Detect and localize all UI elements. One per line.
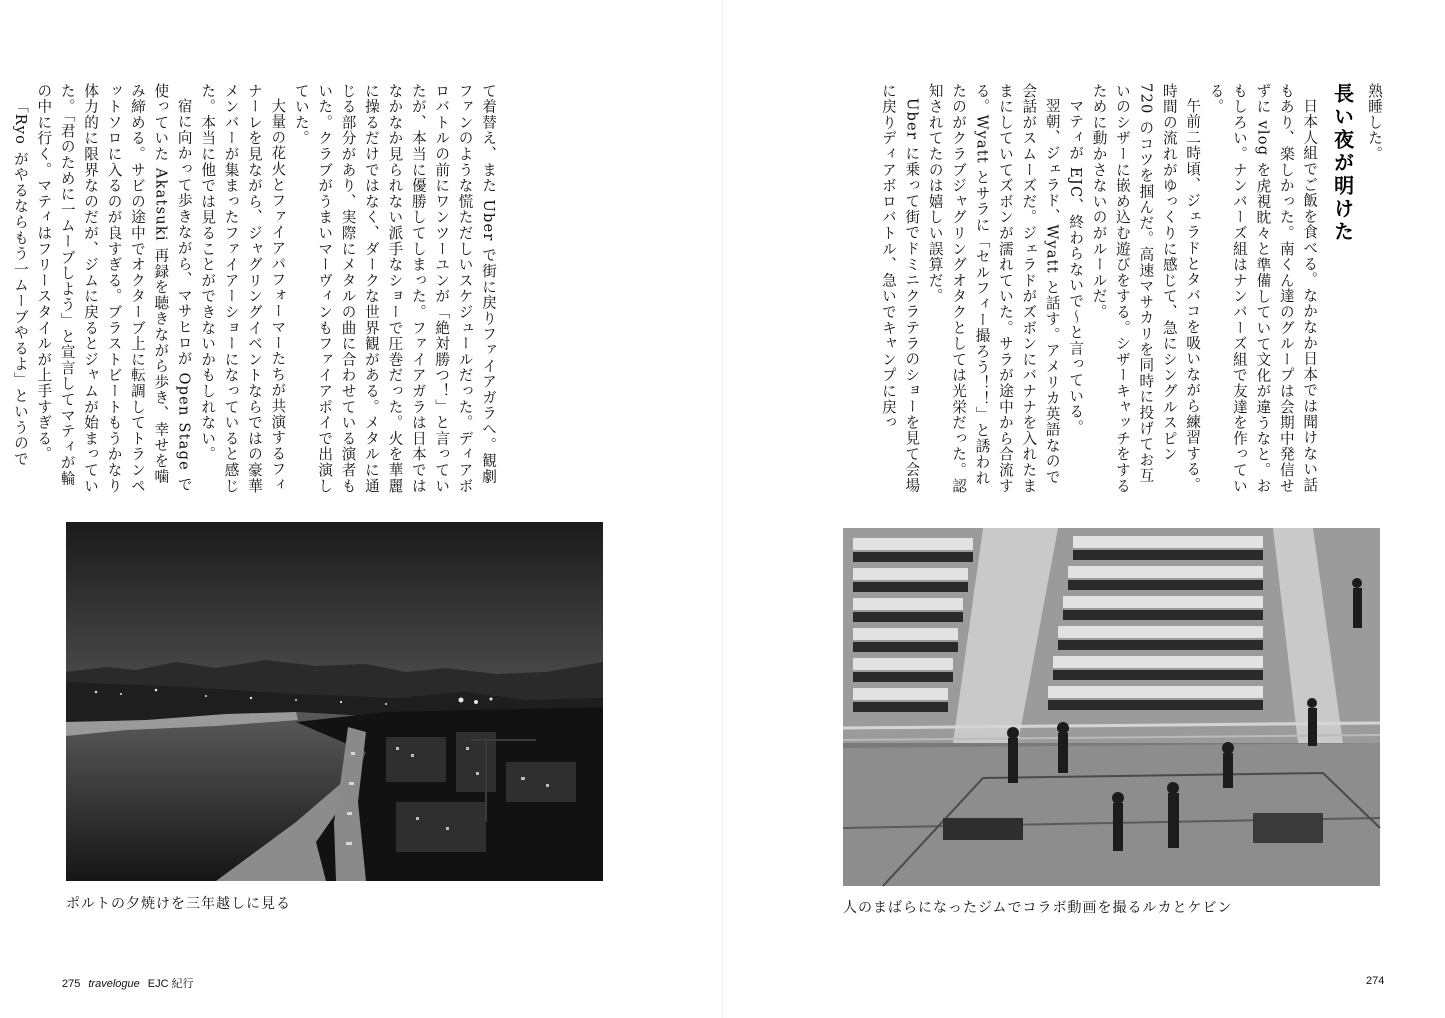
section-heading: 長い夜が明けた	[1330, 83, 1355, 244]
left-paragraph-3: 宿に向かって歩きながら、マサヒロが Open Stage で使っていた Akatsuki 再録を聴きながら歩き、幸せを噛み締める。サビの途中でオクターブ上に転調してトランペットソロに入るのが良すぎる。ブラストビートもうかなり体力的に限界なのだが、ジムに戻るとジャムが始まっていた。「君のために一ムーブしよう」と宣言してマティが輪の中に行く。マティはフリースタイルが上手すぎる。	[35, 83, 193, 494]
right-paragraph-1: 日本人組でご飯を食べる。なかなか日本では聞けない話もあり、楽しかった。南くん達のグループは会期中発信せずに vlog を虎視眈々と準備していて文化が違うなと。おもしろい。ナンバーズ組はナンバーズ組で友達を作っている。	[1207, 83, 1319, 494]
gutter-divider	[722, 0, 723, 1018]
right-paragraph-4: 翌朝、ジェラド、Wyatt と話す。アメリカ英語なので会話がスムーズだ。ジェラドがズボンにバナナを入れたままにしていてズボンが濡れていた。サラが途中から合流する。Wyatt とサラに「セルフィー撮ろう！！」と誘われたのがクラブジャグリングオタクとしては光栄だった。認知されてたのは嬉しい誤算だ。	[926, 83, 1061, 494]
left-photo-caption: ポルトの夕焼けを三年越しに見る	[66, 896, 291, 912]
right-paragraph-3: マティが EJC、終わらないで〜と言っている。	[1067, 97, 1085, 435]
left-page-number: 275	[62, 978, 81, 990]
right-paragraph-5: Uber に乗って街でドミニクラテラのショーを見て会場に戻りディアボロバトル、急いでキャンプに戻っ	[879, 83, 921, 494]
right-lead-paragraph: 熟睡した。	[1366, 83, 1383, 162]
photo-porto-dusk	[66, 522, 603, 881]
left-paragraph-2: 大量の花火とファイアパフォーマーたちが共演するフィナーレを見ながら、ジャグリングイベントならではの豪華メンバーが集まったファイアーショーになっていると感じた。本当に他では見ることができないかもしれない。	[199, 83, 287, 494]
porto-dusk-image	[66, 522, 603, 881]
gym-bleachers-image	[843, 528, 1380, 886]
right-paragraph-2: 午前二時頃、ジェラドとタバコを吸いながら練習する。時間の流れがゆっくりに感じて、急にシングルスピン 720 のコツを掴んだ。高速マサカリを同時に投げてお互いのシザーに嵌め込む遊びをする。シザーキャッチをするために動かさないのがルールだ。	[1090, 83, 1202, 494]
right-page-body-text	[858, 83, 1386, 495]
left-paragraph-1: て着替え、また Uber で街に戻りファイアガラへ。観劇ファンのような慌ただしいスケジュールだった。ディアボロバトルの前にワンツーユンが「絶対勝つ！」と言っていたが、本当に優勝してしまった。ファイアガラは日本ではなかなか見られない派手なショーで圧巻だった。火を華麗に操るだけではなく、ダークな世界観がある。メタルに通じる部分があり、実際にメタルの曲に合わせている演者もいた。クラブがうまいマーヴィンもファイアポイで出演していた。	[292, 83, 497, 494]
chapter-name: EJC 紀行	[147, 978, 194, 990]
left-folio	[62, 975, 194, 991]
series-name: travelogue	[88, 978, 140, 990]
left-paragraph-4: 「Ryo がやるならもう一ムーブやるよ」というので	[11, 97, 29, 467]
right-folio	[1366, 975, 1384, 987]
left-page-body-text	[11, 83, 500, 495]
right-page-number: 274	[1366, 975, 1385, 987]
photo-gym-bleachers	[843, 528, 1380, 886]
right-photo-caption: 人のまばらになったジムでコラボ動画を撮るルカとケビン	[843, 900, 1233, 916]
